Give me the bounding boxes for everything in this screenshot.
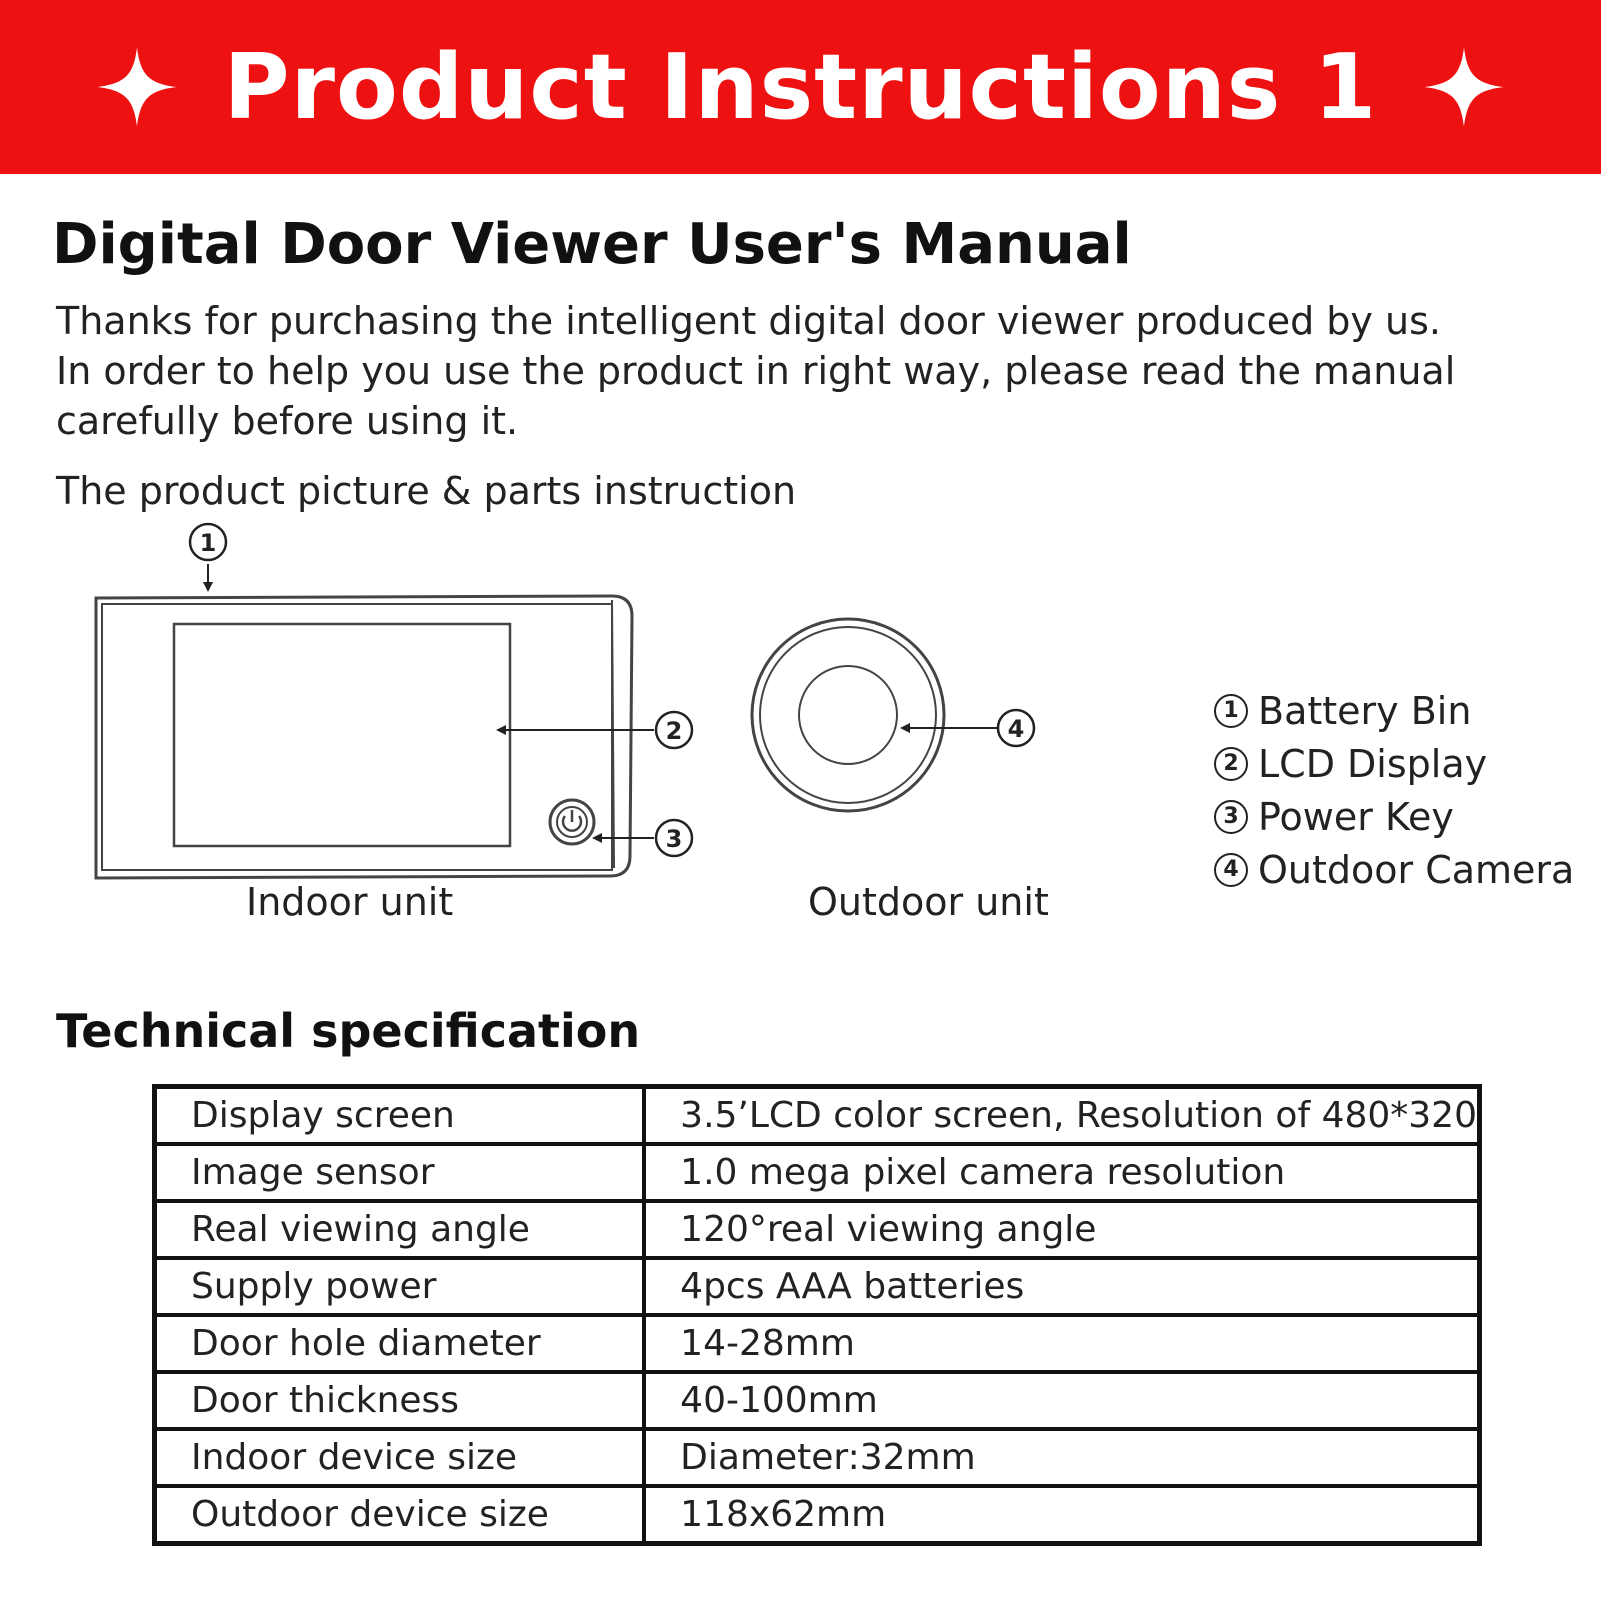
spec-value: 40-100mm <box>644 1372 1479 1429</box>
indoor-unit-drawing <box>96 596 632 878</box>
indoor-unit-caption: Indoor unit <box>246 880 454 924</box>
legend-number: 2 <box>1214 747 1248 781</box>
sparkle-icon <box>1421 44 1507 130</box>
svg-text:4: 4 <box>1007 715 1025 743</box>
legend-number: 1 <box>1214 694 1248 728</box>
spec-label: Door hole diameter <box>155 1315 645 1372</box>
table-row <box>155 1144 1480 1201</box>
table-row <box>155 1087 1480 1145</box>
legend-item <box>1214 790 1574 843</box>
spec-value: 118x62mm <box>644 1486 1479 1544</box>
legend-label: Battery Bin <box>1258 688 1472 733</box>
parts-legend <box>1214 684 1574 896</box>
table-row <box>155 1372 1480 1429</box>
legend-number: 3 <box>1214 800 1248 834</box>
legend-label: LCD Display <box>1258 741 1488 786</box>
intro-line: In order to help you use the product in right way, please read the manual <box>56 349 1456 393</box>
callout-4 <box>900 710 1034 746</box>
svg-text:2: 2 <box>665 717 683 745</box>
spec-value: 1.0 mega pixel camera resolution <box>644 1144 1479 1201</box>
table-row <box>155 1429 1480 1486</box>
spec-label: Supply power <box>155 1258 645 1315</box>
banner-title: Product Instructions 1 <box>223 34 1378 140</box>
legend-number: 4 <box>1214 853 1248 887</box>
outdoor-camera-drawing <box>799 666 897 764</box>
svg-text:1: 1 <box>199 529 217 557</box>
lcd-display-drawing <box>174 624 510 846</box>
spec-value: 14-28mm <box>644 1315 1479 1372</box>
spec-label: Indoor device size <box>155 1429 645 1486</box>
legend-label: Outdoor Camera <box>1258 847 1575 892</box>
intro-line: carefully before using it. <box>56 399 519 443</box>
intro-paragraph <box>56 296 1516 446</box>
spec-label: Real viewing angle <box>155 1201 645 1258</box>
legend-item <box>1214 843 1574 896</box>
spec-label: Display screen <box>155 1087 645 1145</box>
table-row <box>155 1258 1480 1315</box>
sparkle-icon <box>94 44 180 130</box>
outdoor-unit-drawing <box>752 619 944 811</box>
spec-title: Technical specification <box>56 1004 641 1058</box>
legend-label: Power Key <box>1258 794 1454 839</box>
callout-2 <box>496 712 692 748</box>
spec-label: Outdoor device size <box>155 1486 645 1544</box>
legend-item <box>1214 737 1574 790</box>
callout-1 <box>190 524 226 592</box>
table-row <box>155 1201 1480 1258</box>
callout-3 <box>592 820 692 856</box>
spec-value: 3.5’LCD color screen, Resolution of 480*320 <box>644 1087 1479 1145</box>
table-row <box>155 1315 1480 1372</box>
spec-label: Door thickness <box>155 1372 645 1429</box>
parts-heading: The product picture & parts instruction <box>56 469 797 513</box>
legend-item <box>1214 684 1574 737</box>
outdoor-unit-caption: Outdoor unit <box>808 880 1049 924</box>
spec-value: Diameter:32mm <box>644 1429 1479 1486</box>
spec-value: 4pcs AAA batteries <box>644 1258 1479 1315</box>
svg-text:3: 3 <box>665 825 683 853</box>
intro-line: Thanks for purchasing the intelligent digital door viewer produced by us. <box>56 299 1441 343</box>
spec-label: Image sensor <box>155 1144 645 1201</box>
title-banner <box>0 0 1601 174</box>
manual-title: Digital Door Viewer User's Manual <box>52 212 1132 277</box>
spec-table <box>152 1084 1482 1546</box>
spec-value: 120°real viewing angle <box>644 1201 1479 1258</box>
table-row <box>155 1486 1480 1544</box>
